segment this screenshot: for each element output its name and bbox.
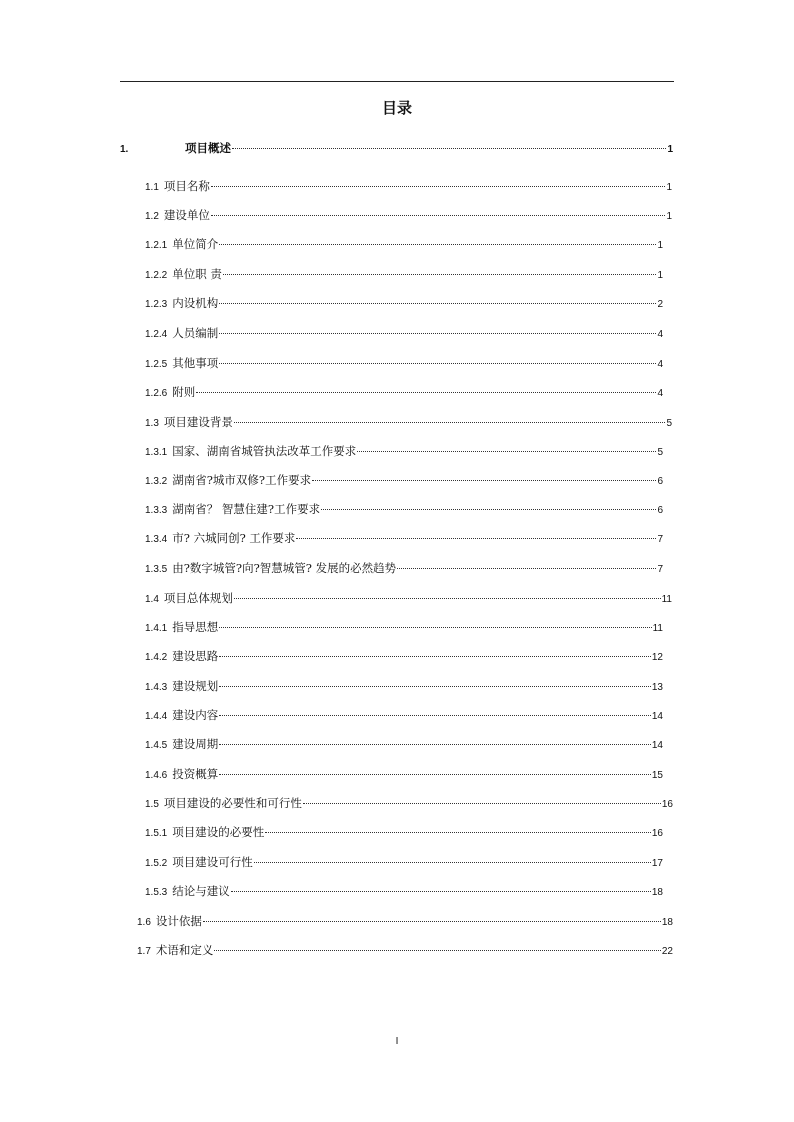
toc-entry-number: 1.4.4 xyxy=(145,711,168,722)
toc-entry-label: 项目建设可行性 xyxy=(172,855,253,869)
toc-entry-label: 湖南省?城市双修?工作要求 xyxy=(172,473,312,487)
toc-entry-label: 由?数字城管?向?智慧城管? 发展的必然趋势 xyxy=(172,561,397,575)
toc-entry-label: 项目建设的必要性 xyxy=(172,825,265,839)
toc-leader-dots xyxy=(219,734,651,745)
toc-entry[interactable] xyxy=(137,942,673,960)
toc-leader-dots xyxy=(234,412,666,423)
toc-entry-number: 1.5.3 xyxy=(145,887,168,898)
toc-entry-label: 湖南省？ 智慧住建?工作要求 xyxy=(172,502,321,516)
toc-leader-dots xyxy=(234,588,661,599)
toc-entry-label: 附则 xyxy=(172,385,196,399)
toc-leader-dots xyxy=(214,940,660,951)
toc-entry-page: 16 xyxy=(661,799,673,810)
toc-entry-page: 17 xyxy=(651,858,663,869)
toc-leader-dots xyxy=(219,353,656,364)
toc-entry[interactable] xyxy=(145,236,663,254)
toc-entry[interactable] xyxy=(145,266,663,284)
toc-entry-page: 7 xyxy=(657,564,663,575)
toc-entry[interactable] xyxy=(137,913,673,931)
toc-entry-page: 22 xyxy=(661,946,673,957)
toc-entry-page: 13 xyxy=(651,682,663,693)
toc-leader-dots xyxy=(254,852,651,863)
toc-entry-label: 项目建设背景 xyxy=(163,415,233,429)
toc-entry[interactable] xyxy=(145,325,663,343)
toc-entry-number: 1.4.3 xyxy=(145,682,168,693)
toc-entry-page: 4 xyxy=(657,359,663,370)
toc-entry-label: 人员编制 xyxy=(172,326,219,340)
toc-entry[interactable] xyxy=(145,590,672,608)
toc-entry-page: 14 xyxy=(651,740,663,751)
toc-entry-page: 11 xyxy=(661,594,672,605)
toc-entry[interactable] xyxy=(145,854,663,872)
toc-entry-label: 项目名称 xyxy=(163,179,210,193)
toc-entry-label: 国家、湖南省城管执法改革工作要求 xyxy=(172,444,357,458)
toc-leader-dots xyxy=(211,176,666,187)
toc-entry-number: 1.2.4 xyxy=(145,329,168,340)
toc-leader-dots xyxy=(231,881,651,892)
toc-entry-number: 1.3.3 xyxy=(145,505,168,516)
toc-leader-dots xyxy=(219,234,656,245)
toc-leader-dots xyxy=(321,499,656,510)
toc-entry[interactable] xyxy=(145,501,663,519)
toc-entry-number: 1.4.2 xyxy=(145,652,168,663)
toc-entry-number: 1.3.4 xyxy=(145,534,168,545)
toc-entry[interactable] xyxy=(145,530,663,548)
toc-entry-page: 4 xyxy=(657,329,663,340)
toc-entry-number: 1.3.2 xyxy=(145,476,168,487)
toc-entry-label: 建设思路 xyxy=(172,649,219,663)
toc-entry-number: 1.5.1 xyxy=(145,828,168,839)
toc-entry-page: 6 xyxy=(657,476,663,487)
toc-entry-label: 其他事项 xyxy=(172,356,219,370)
toc-entry-number: 1.3 xyxy=(145,418,159,429)
toc-entry-page: 5 xyxy=(666,418,672,429)
toc-entry-label: 术语和定义 xyxy=(155,943,214,957)
toc-entry-page: 11 xyxy=(652,623,663,634)
toc-leader-dots xyxy=(219,293,656,304)
toc-entry[interactable] xyxy=(145,295,663,313)
toc-entry-label: 建设内容 xyxy=(172,708,219,722)
toc-entry-number: 1.4.5 xyxy=(145,740,168,751)
toc-leader-dots xyxy=(219,617,651,628)
toc-entry-label: 内设机构 xyxy=(172,296,219,310)
toc-entry[interactable] xyxy=(145,678,663,696)
toc-entry-label: 单位简介 xyxy=(172,237,219,251)
toc-entry-label: 建设规划 xyxy=(172,679,219,693)
toc-leader-dots xyxy=(232,138,666,149)
toc-entry-number: 1.7 xyxy=(137,946,151,957)
toc-entry-label: 建设单位 xyxy=(163,208,210,222)
toc-entry-page: 14 xyxy=(651,711,663,722)
toc-entry-number: 1.3.1 xyxy=(145,447,168,458)
toc-leader-dots xyxy=(303,793,661,804)
toc-entry-page: 18 xyxy=(661,917,673,928)
toc-entry-number: 1.5 xyxy=(145,799,159,810)
toc-entry-number: 1.6 xyxy=(137,917,151,928)
page-number: I xyxy=(395,1036,399,1047)
toc-entry-page: 7 xyxy=(657,534,663,545)
toc-entry-label: 项目建设的必要性和可行性 xyxy=(163,796,302,810)
toc-entry-page: 16 xyxy=(651,828,663,839)
toc-leader-dots xyxy=(219,764,651,775)
header-rule xyxy=(120,81,674,82)
toc-leader-dots xyxy=(223,264,657,275)
toc-entry-number: 1.3.5 xyxy=(145,564,168,575)
toc-entry[interactable] xyxy=(145,619,663,637)
toc-entry-number: 1.4 xyxy=(145,594,159,605)
toc-entry-page: 1 xyxy=(666,182,672,193)
toc-leader-dots xyxy=(219,705,651,716)
toc-entry-number: 1.2.1 xyxy=(145,240,168,251)
toc-entry[interactable] xyxy=(145,824,663,842)
toc-entry[interactable] xyxy=(145,443,663,461)
toc-entry[interactable] xyxy=(145,207,672,225)
toc-title: 目录 xyxy=(381,99,412,117)
toc-leader-dots xyxy=(296,528,656,539)
toc-entry-page: 1 xyxy=(657,270,663,281)
toc-entry-label: 单位职 责 xyxy=(172,267,222,281)
toc-entry-number: 1.5.2 xyxy=(145,858,168,869)
toc-leader-dots xyxy=(211,205,666,216)
toc-entry-number: 1.2 xyxy=(145,211,159,222)
toc-leader-dots xyxy=(312,470,656,481)
toc-entry[interactable] xyxy=(145,560,663,578)
toc-entry-page: 2 xyxy=(657,299,663,310)
toc-entry-page: 5 xyxy=(657,447,663,458)
toc-entry-page: 6 xyxy=(657,505,663,516)
toc-entry-page: 1 xyxy=(657,240,663,251)
toc-entry-label: 项目概述 xyxy=(185,141,231,155)
toc-entry[interactable] xyxy=(145,648,663,666)
toc-entry-page: 1 xyxy=(666,211,672,222)
toc-entry-page: 1 xyxy=(667,144,673,155)
toc-entry[interactable] xyxy=(145,766,663,784)
toc-entry-label: 建设周期 xyxy=(172,737,219,751)
toc-entry-page: 18 xyxy=(651,887,663,898)
toc-entry-page: 15 xyxy=(651,770,663,781)
toc-leader-dots xyxy=(219,646,651,657)
toc-entry-page: 4 xyxy=(657,388,663,399)
toc-entry-label: 投资概算 xyxy=(172,767,219,781)
toc-entry-label: 项目总体规划 xyxy=(163,591,233,605)
toc-leader-dots xyxy=(203,911,661,922)
toc-entry[interactable] xyxy=(145,355,663,373)
toc-entry[interactable] xyxy=(145,472,663,490)
toc-leader-dots xyxy=(219,323,656,334)
toc-entry-label: 指导思想 xyxy=(172,620,219,634)
toc-entry-number: 1.2.5 xyxy=(145,359,168,370)
toc-entry-label: 设计依据 xyxy=(155,914,202,928)
toc-entry[interactable] xyxy=(145,707,663,725)
toc-entry-number: 1.4.6 xyxy=(145,770,168,781)
toc-entry[interactable] xyxy=(145,178,672,196)
toc-leader-dots xyxy=(357,441,656,452)
toc-leader-dots xyxy=(397,558,656,569)
toc-entry[interactable] xyxy=(120,140,673,158)
toc-entry[interactable] xyxy=(145,795,673,813)
toc-leader-dots xyxy=(219,676,651,687)
toc-entry-number: 1.4.1 xyxy=(145,623,168,634)
toc-entry-number: 1.2.3 xyxy=(145,299,168,310)
toc-entry-label: 结论与建议 xyxy=(172,884,230,898)
toc-entry-page: 12 xyxy=(651,652,663,663)
toc-entry[interactable] xyxy=(145,736,663,754)
toc-entry-number: 1.1 xyxy=(145,182,159,193)
toc-entry-number: 1. xyxy=(120,144,129,155)
toc-leader-dots xyxy=(196,382,656,393)
toc-leader-dots xyxy=(265,822,651,833)
toc-entry-number: 1.2.2 xyxy=(145,270,168,281)
toc-entry-number: 1.2.6 xyxy=(145,388,168,399)
toc-entry[interactable] xyxy=(145,384,663,402)
toc-entry[interactable] xyxy=(145,414,672,432)
toc-entry[interactable] xyxy=(145,883,663,901)
toc-entry-label: 市? 六城同创? 工作要求 xyxy=(172,531,296,545)
